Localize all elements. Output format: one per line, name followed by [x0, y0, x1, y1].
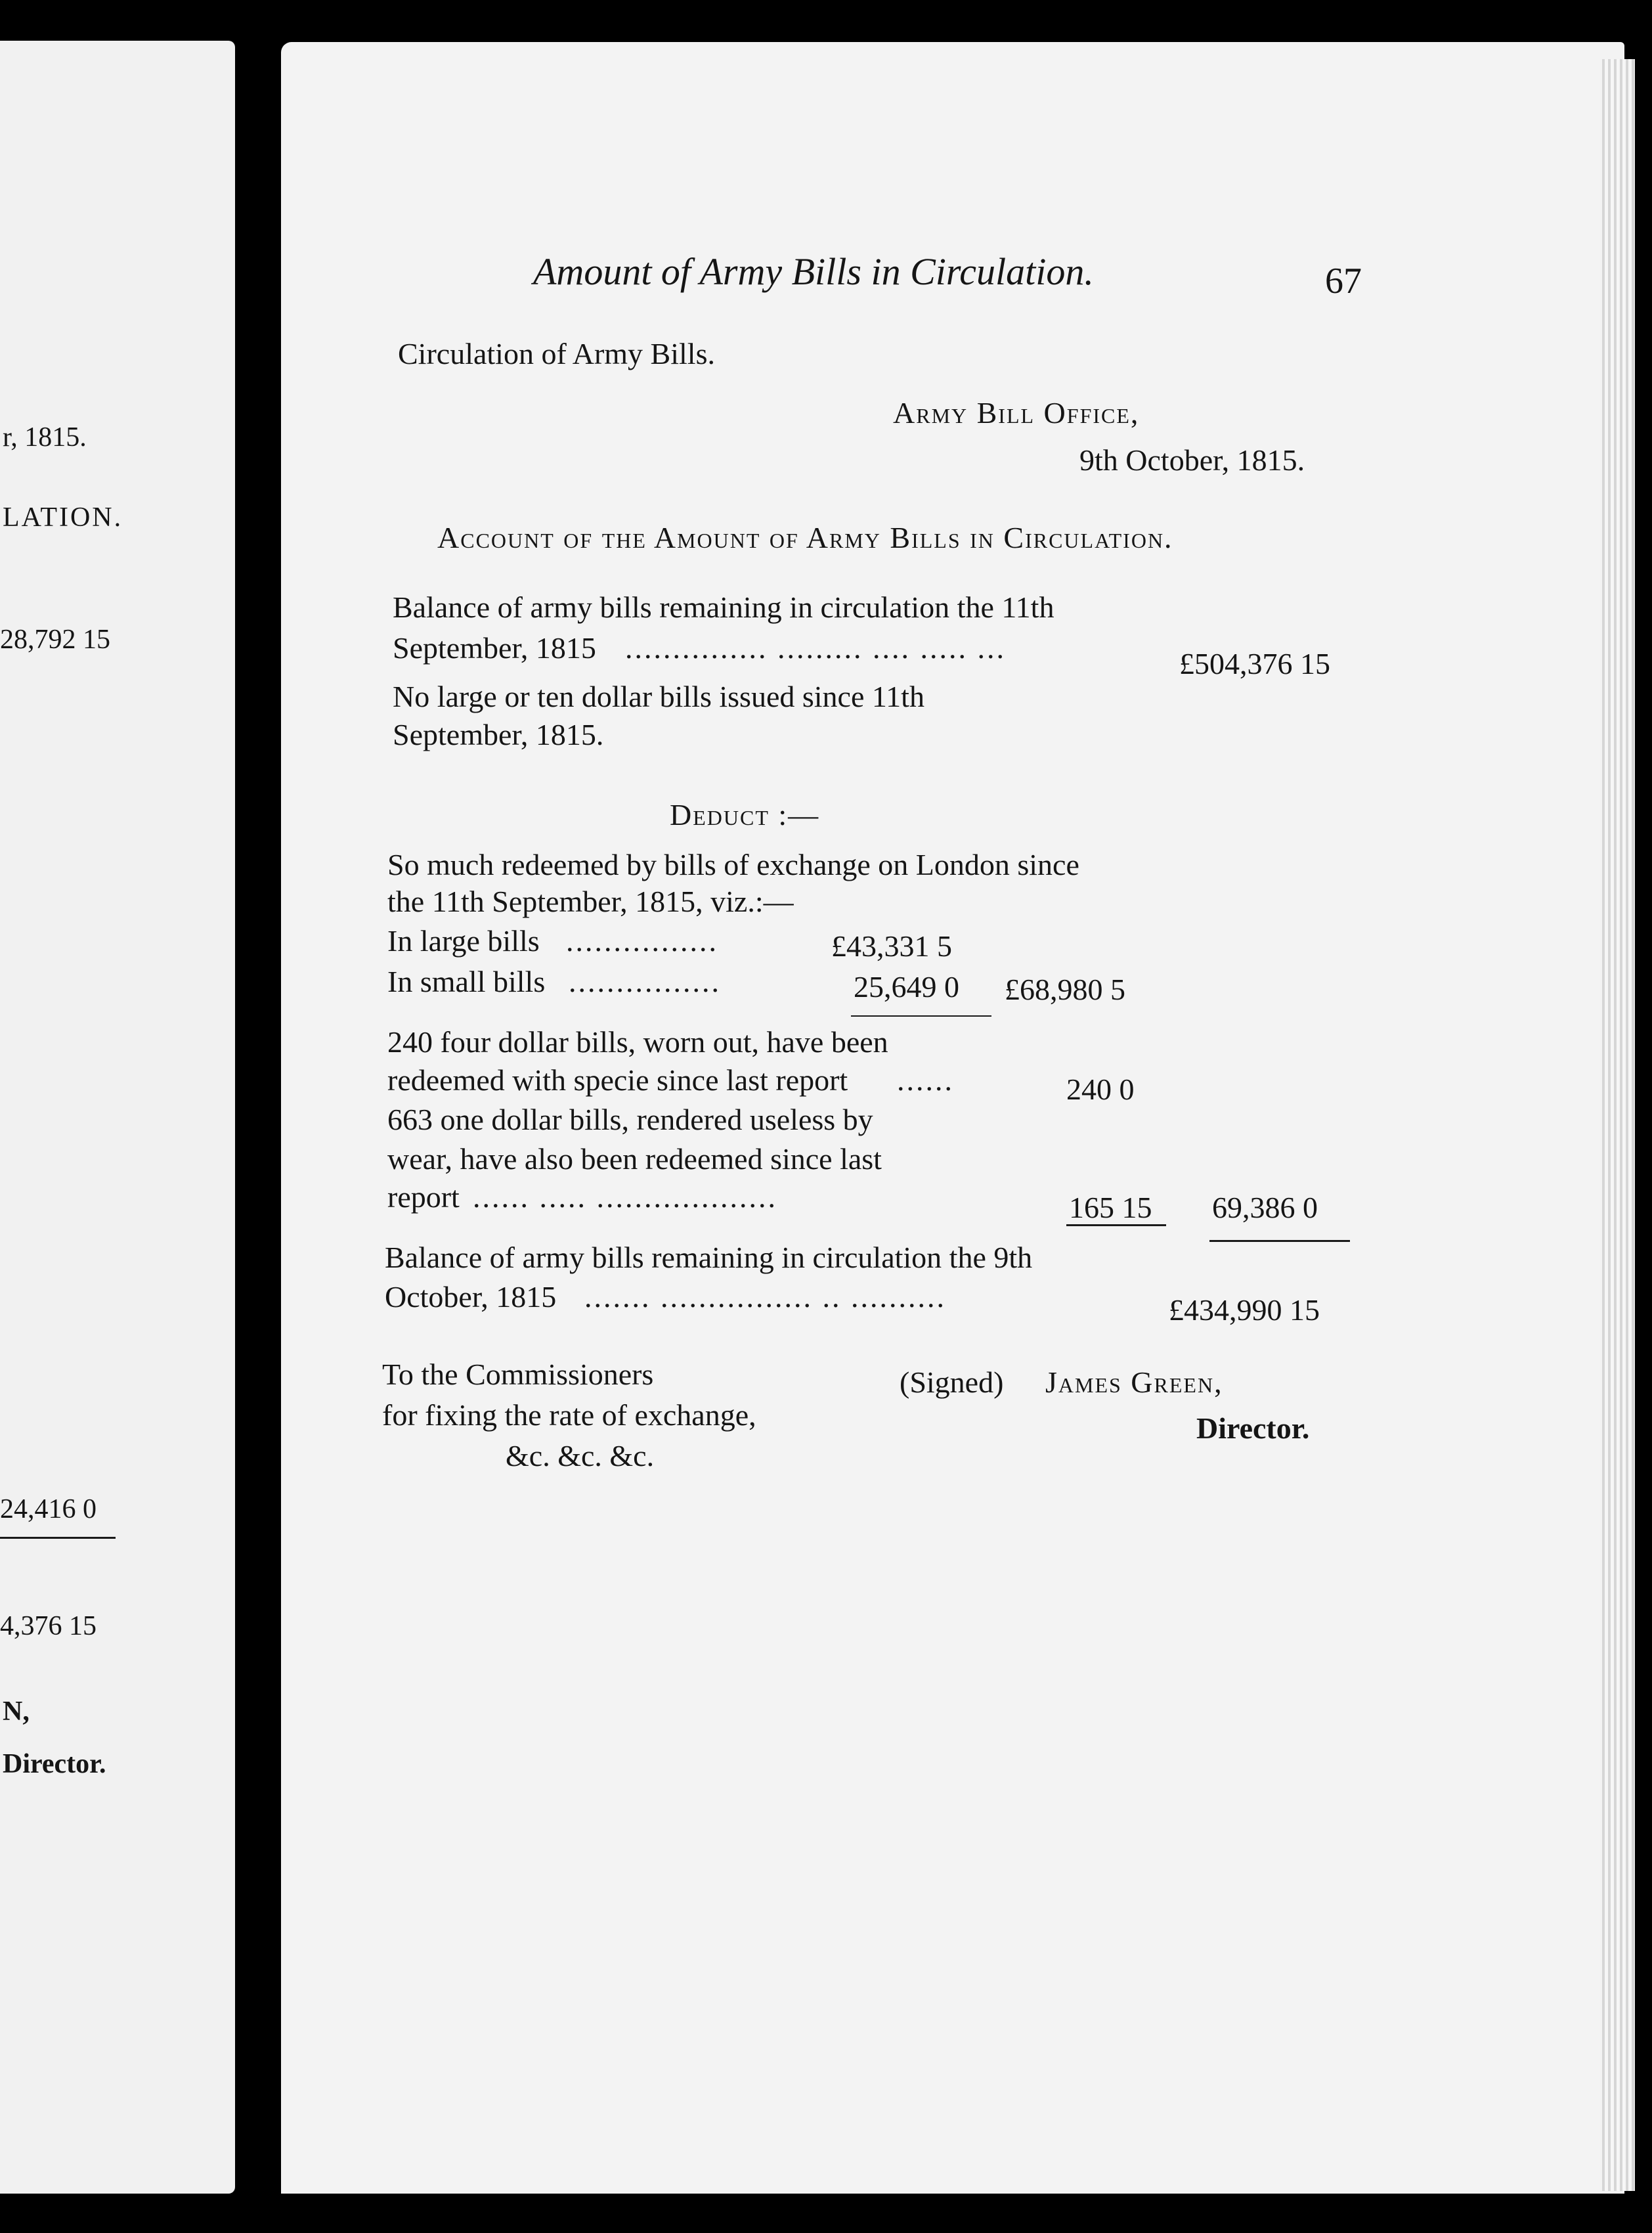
redeemed-line: So much redeemed by bills of exchange on London since	[387, 848, 1079, 881]
left-page-line: 24,416 0	[0, 1494, 97, 1524]
signed-label: (Signed)	[900, 1365, 1004, 1399]
signer-name: James Green,	[1045, 1365, 1223, 1399]
balance-line: September, 1815	[393, 631, 596, 665]
small-bills-label: In small bills	[387, 965, 546, 998]
one-dollar-line: 663 one dollar bills, rendered useless by	[387, 1103, 873, 1136]
left-page-line: LATION.	[3, 502, 123, 533]
left-page-line: 28,792 15	[0, 625, 110, 655]
running-title: Amount of Army Bills in Circulation.	[533, 250, 1094, 293]
left-page-rule	[0, 1537, 116, 1539]
section-heading: Circulation of Army Bills.	[398, 337, 715, 370]
no-large-line: September, 1815.	[393, 718, 604, 751]
left-page-line: N,	[3, 1696, 30, 1727]
page-edge	[1602, 59, 1635, 2191]
final-balance-line: Balance of army bills remaining in circulation the 9th	[385, 1241, 1033, 1274]
deduct-heading: Deduct :—	[670, 798, 820, 831]
four-dollar-line: 240 four dollar bills, worn out, have been	[387, 1025, 888, 1059]
dot-leader: ...... ..... ...................	[473, 1180, 777, 1214]
four-dollar-line: redeemed with specie since last report	[387, 1063, 848, 1097]
no-large-line: No large or ten dollar bills issued since 11th	[393, 680, 924, 713]
signer-title: Director.	[1196, 1411, 1310, 1445]
account-title: Account of the Amount of Army Bills in Circulation.	[437, 521, 1173, 554]
dot-leader: ............... ......... .... ..... ...	[625, 631, 1006, 665]
redeemed-line: the 11th September, 1815, viz.:—	[387, 885, 794, 918]
one-dollar-line: report	[387, 1180, 460, 1214]
large-bills-label: In large bills	[387, 924, 540, 958]
left-page-line: r, 1815.	[3, 422, 87, 453]
four-dollar-amount: 240 0	[1066, 1072, 1135, 1106]
large-bills-amount: £43,331 5	[831, 929, 952, 963]
one-dollar-amount: 165 15	[1069, 1191, 1152, 1224]
bills-subtotal: £68,980 5	[1005, 973, 1125, 1006]
office-name: Army Bill Office,	[893, 396, 1140, 430]
addressee-line: &c. &c. &c.	[506, 1439, 655, 1472]
balance-amount: £504,376 15	[1179, 647, 1330, 680]
one-dollar-line: wear, have also been redeemed since last	[387, 1142, 882, 1176]
left-page	[0, 41, 235, 2194]
balance-line: Balance of army bills remaining in circulation the 11th	[393, 590, 1054, 624]
deduct-rule	[1066, 1224, 1166, 1226]
left-page-line: 4,376 15	[0, 1611, 97, 1641]
dot-leader: ................	[566, 924, 718, 958]
final-amount: £434,990 15	[1169, 1293, 1320, 1327]
dot-leader: ................	[569, 965, 721, 998]
final-balance-line: October, 1815	[385, 1280, 557, 1314]
office-date: 9th October, 1815.	[1079, 443, 1305, 477]
small-bills-amount: 25,649 0	[854, 970, 959, 1004]
addressee-line: To the Commissioners	[382, 1358, 654, 1391]
total-deduct: 69,386 0	[1212, 1191, 1318, 1224]
dot-leader: ......	[897, 1063, 954, 1097]
total-rule	[1209, 1240, 1350, 1242]
dot-leader: ....... ................ .. ..........	[584, 1280, 946, 1314]
subtotal-rule	[851, 1015, 991, 1017]
addressee-line: for fixing the rate of exchange,	[382, 1398, 756, 1432]
left-page-line: Director.	[3, 1749, 106, 1779]
page-number: 67	[1325, 261, 1362, 301]
